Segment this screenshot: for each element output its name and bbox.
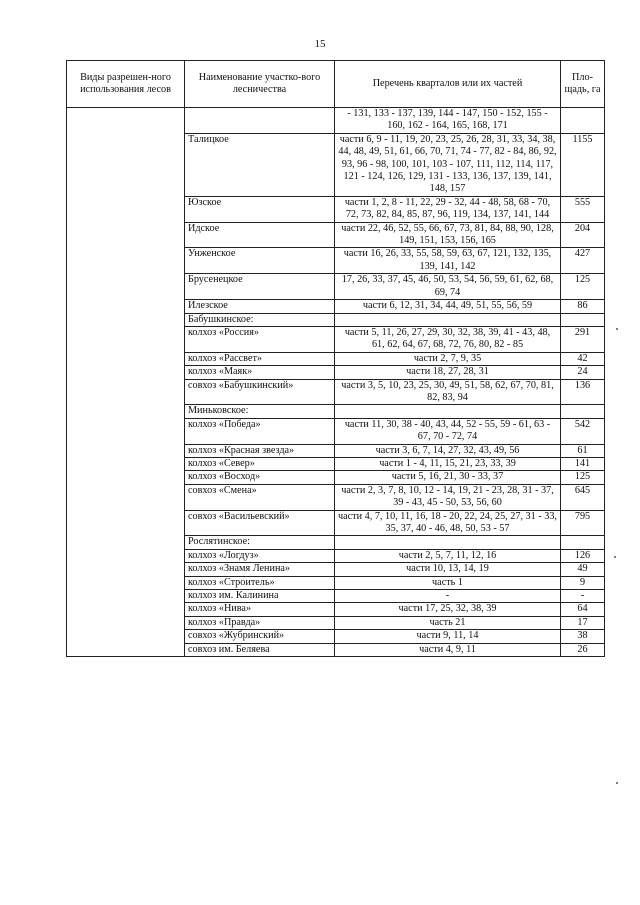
area-cell: 126 bbox=[561, 549, 605, 562]
district-name-cell: колхоз «Маяк» bbox=[185, 366, 335, 379]
area-cell: 204 bbox=[561, 222, 605, 248]
district-name-cell: Брусенецкое bbox=[185, 274, 335, 300]
blocks-cell: части 3, 5, 10, 23, 25, 30, 49, 51, 58, 62, 67, 70, 81, 82, 83, 94 bbox=[335, 379, 561, 405]
blocks-cell: части 10, 13, 14, 19 bbox=[335, 563, 561, 576]
header-district-name: Наименование участко-вого лесничества bbox=[185, 61, 335, 108]
district-name-cell: совхоз «Смена» bbox=[185, 484, 335, 510]
blocks-cell: части 6, 12, 31, 34, 44, 49, 51, 55, 56, 59 bbox=[335, 300, 561, 313]
blocks-cell: части 2, 3, 7, 8, 10, 12 - 14, 19, 21 - 23, 28, 31 - 37, 39 - 43, 45 - 50, 53, 56, 60 bbox=[335, 484, 561, 510]
blocks-cell: части 11, 30, 38 - 40, 43, 44, 52 - 55, 59 - 61, 63 - 67, 70 - 72, 74 bbox=[335, 418, 561, 444]
blocks-cell: части 1 - 4, 11, 15, 21, 23, 33, 39 bbox=[335, 457, 561, 470]
district-name-cell: колхоз «Победа» bbox=[185, 418, 335, 444]
district-name-cell: колхоз «Нива» bbox=[185, 603, 335, 616]
district-name-cell: Унженское bbox=[185, 248, 335, 274]
area-cell bbox=[561, 536, 605, 549]
district-name-cell: совхоз «Бабушкинский» bbox=[185, 379, 335, 405]
blocks-cell bbox=[335, 536, 561, 549]
table-body bbox=[67, 108, 605, 657]
blocks-cell: части 18, 27, 28, 31 bbox=[335, 366, 561, 379]
quarters-table bbox=[66, 60, 605, 657]
district-name-cell: Идское bbox=[185, 222, 335, 248]
margin-mark bbox=[614, 556, 616, 558]
district-name-cell: колхоз «Знамя Ленина» bbox=[185, 563, 335, 576]
area-cell: 49 bbox=[561, 563, 605, 576]
area-cell: 24 bbox=[561, 366, 605, 379]
area-cell: 427 bbox=[561, 248, 605, 274]
blocks-cell: части 3, 6, 7, 14, 27, 32, 43, 49, 56 bbox=[335, 444, 561, 457]
blocks-cell bbox=[335, 405, 561, 418]
district-name-cell bbox=[185, 108, 335, 134]
blocks-cell: часть 21 bbox=[335, 616, 561, 629]
page-number: 15 bbox=[314, 38, 326, 50]
area-cell: 542 bbox=[561, 418, 605, 444]
blocks-cell: части 16, 26, 33, 55, 58, 59, 63, 67, 121, 132, 135, 139, 141, 142 bbox=[335, 248, 561, 274]
area-cell: 64 bbox=[561, 603, 605, 616]
header-area: Пло-щадь, га bbox=[561, 61, 605, 108]
blocks-cell: части 22, 46, 52, 55, 66, 67, 73, 81, 84, 88, 90, 128, 149, 151, 153, 156, 165 bbox=[335, 222, 561, 248]
district-name-cell: колхоз «Рассвет» bbox=[185, 352, 335, 365]
district-name-cell: колхоз «Логдуз» bbox=[185, 549, 335, 562]
area-cell: 555 bbox=[561, 196, 605, 222]
district-name-cell: совхоз «Васильевский» bbox=[185, 510, 335, 536]
blocks-cell: 17, 26, 33, 37, 45, 46, 50, 53, 54, 56, 59, 61, 62, 68, 69, 74 bbox=[335, 274, 561, 300]
district-name-cell: Илезское bbox=[185, 300, 335, 313]
area-cell bbox=[561, 405, 605, 418]
district-name-cell: колхоз «Красная звезда» bbox=[185, 444, 335, 457]
district-name-cell: Талицкое bbox=[185, 133, 335, 196]
area-cell: - bbox=[561, 590, 605, 603]
area-cell: 86 bbox=[561, 300, 605, 313]
district-name-cell: колхоз им. Калинина bbox=[185, 590, 335, 603]
area-cell: 17 bbox=[561, 616, 605, 629]
blocks-cell: части 4, 7, 10, 11, 16, 18 - 20, 22, 24, 25, 27, 31 - 33, 35, 37, 40 - 46, 48, 50, 53 - 57 bbox=[335, 510, 561, 536]
blocks-cell: - bbox=[335, 590, 561, 603]
blocks-cell: части 17, 25, 32, 38, 39 bbox=[335, 603, 561, 616]
district-name-cell: колхоз «Север» bbox=[185, 457, 335, 470]
district-name-cell: Бабушкинское: bbox=[185, 313, 335, 326]
blocks-cell: части 4, 9, 11 bbox=[335, 643, 561, 656]
area-cell: 141 bbox=[561, 457, 605, 470]
blocks-cell: части 1, 2, 8 - 11, 22, 29 - 32, 44 - 48, 58, 68 - 70, 72, 73, 82, 84, 85, 87, 96, 119, 134, 137, 141, 144 bbox=[335, 196, 561, 222]
blocks-cell: части 5, 16, 21, 30 - 33, 37 bbox=[335, 471, 561, 484]
district-name-cell: Рослятинское: bbox=[185, 536, 335, 549]
area-cell: 42 bbox=[561, 352, 605, 365]
area-cell: 795 bbox=[561, 510, 605, 536]
area-cell: 125 bbox=[561, 471, 605, 484]
blocks-cell: - 131, 133 - 137, 139, 144 - 147, 150 - 152, 155 - 160, 162 - 164, 165, 168, 171 bbox=[335, 108, 561, 134]
area-cell: 61 bbox=[561, 444, 605, 457]
district-name-cell: совхоз им. Беляева bbox=[185, 643, 335, 656]
district-name-cell: колхоз «Восход» bbox=[185, 471, 335, 484]
area-cell: 38 bbox=[561, 630, 605, 643]
blocks-cell: часть 1 bbox=[335, 576, 561, 589]
area-cell: 291 bbox=[561, 326, 605, 352]
margin-mark bbox=[616, 328, 618, 330]
district-name-cell: колхоз «Правда» bbox=[185, 616, 335, 629]
area-cell bbox=[561, 313, 605, 326]
district-name-cell: колхоз «Строитель» bbox=[185, 576, 335, 589]
district-name-cell: Юзское bbox=[185, 196, 335, 222]
area-cell: 26 bbox=[561, 643, 605, 656]
area-cell: 9 bbox=[561, 576, 605, 589]
district-name-cell: Миньковское: bbox=[185, 405, 335, 418]
area-cell: 125 bbox=[561, 274, 605, 300]
area-cell: 1155 bbox=[561, 133, 605, 196]
blocks-cell: части 2, 5, 7, 11, 12, 16 bbox=[335, 549, 561, 562]
header-blocks-list: Перечень кварталов или их частей bbox=[335, 61, 561, 108]
blocks-cell bbox=[335, 313, 561, 326]
area-cell bbox=[561, 108, 605, 134]
district-name-cell: совхоз «Жубринский» bbox=[185, 630, 335, 643]
margin-mark bbox=[616, 782, 618, 784]
blocks-cell: части 9, 11, 14 bbox=[335, 630, 561, 643]
district-name-cell: колхоз «Россия» bbox=[185, 326, 335, 352]
blocks-cell: части 5, 11, 26, 27, 29, 30, 32, 38, 39, 41 - 43, 48, 61, 62, 64, 67, 68, 72, 76, 80, 82 - 85 bbox=[335, 326, 561, 352]
table-row bbox=[67, 108, 605, 134]
table-header-row bbox=[67, 61, 605, 108]
blocks-cell: части 6, 9 - 11, 19, 20, 23, 25, 26, 28, 31, 33, 34, 38, 44, 48, 49, 51, 61, 66, 70, 71, 74 - 77, 82 - 84, 86, 92, 93, 96 - 98, 100, 101, 103 - 107, 111, 112, 114, 117, 121 - 124, 126, 129, 131 - 133, 136, 137, 139, 141, 148, 157 bbox=[335, 133, 561, 196]
blocks-cell: части 2, 7, 9, 35 bbox=[335, 352, 561, 365]
header-forest-use-types: Виды разрешен-ного использования лесов bbox=[67, 61, 185, 108]
forest-use-type-cell bbox=[67, 108, 185, 657]
area-cell: 645 bbox=[561, 484, 605, 510]
area-cell: 136 bbox=[561, 379, 605, 405]
